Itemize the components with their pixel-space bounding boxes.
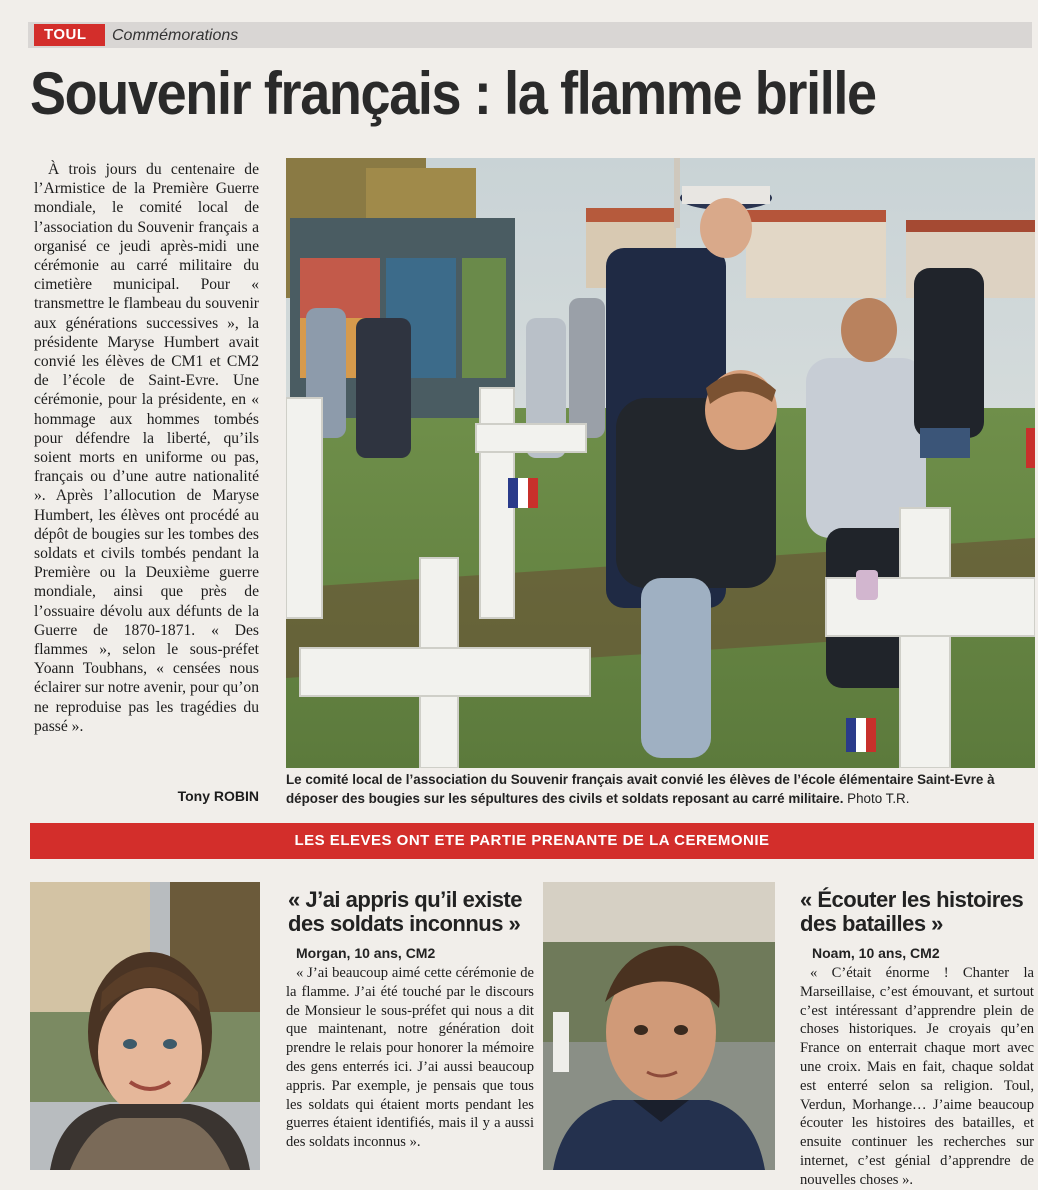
- author-byline: Tony ROBIN: [177, 788, 259, 804]
- portrait-morgan: [30, 882, 260, 1170]
- photo-caption: [286, 770, 1035, 808]
- quote-byline-morgan: Morgan, 10 ans, CM2: [296, 945, 436, 961]
- girl-portrait-illustration: [30, 882, 260, 1170]
- rubric-label: Commémorations: [112, 27, 239, 44]
- section-band: LES ELEVES ONT ETE PARTIE PRENANTE DE LA CEREMONIE: [30, 823, 1034, 859]
- quote-text-noam: [800, 964, 1034, 1190]
- section-tag-arrow: [88, 24, 100, 46]
- portrait-noam: [543, 882, 775, 1170]
- headline: Souvenir français : la flamme brille: [30, 60, 876, 127]
- quote-byline-noam: Noam, 10 ans, CM2: [812, 945, 940, 961]
- quote-title-noam: « Écouter les histoires des batailles »: [800, 887, 1024, 936]
- main-photo: [286, 158, 1035, 768]
- boy-portrait-illustration: [543, 882, 775, 1170]
- caption-text: Le comité local de l’association du Souvenir français avait convié les élèves de l’école élémentaire Saint-Evre à déposer des bougies sur les sépultures des civils et soldats reposant au carré militaire.: [286, 772, 995, 806]
- quote-title-morgan: « J’ai appris qu’il existe des soldats inconnus »: [288, 887, 522, 936]
- photo-credit: Photo T.R.: [847, 791, 910, 806]
- article-paragraph: À trois jours du centenaire de l’Armistice de la Première Guerre mondiale, le comité local de l’association du Souvenir français a organisé ce jeudi après-midi une cérémonie au carré militaire du cimetière municipal. Pour « transmettre le flambeau du souvenir aux générations successives », la présidente Maryse Humbert avait convié les élèves de CM1 et CM2 de l’école de Saint-Evre. Une cérémonie, pour la présidente, en « hommage aux hommes tombés pour défendre la liberté, qu’ils soient morts en uniforme ou pas, français ou d’une autre nationalité ». Après l’allocution de Maryse Humbert, les élèves ont procédé au dépôt de bougies sur les tombes des soldats et civils tombés pendant la Première ou la Deuxième guerre mondiale, ainsi que près de l’ossuaire dévolu aux défunts de la Guerre de 1870-1871. « Des flammes », selon le sous-préfet Yoann Toubhans, « censées nous éclairer sur notre avenir, pour qu’on ne reproduise pas les tragédies du passé ».: [34, 161, 259, 735]
- quote-text-morgan: [286, 964, 534, 1152]
- ceremony-photo-illustration: [286, 158, 1035, 768]
- quote-paragraph: « J’ai beaucoup aimé cette cérémonie de la flamme. J’ai été touché par le discours de Monsieur le sous-préfet qui nous a dit que maintenant, notre génération doit prendre le relais pour honorer la mémoire des gens enterrés ici. J’ai aussi beaucoup appris. Par exemple, je pensais que tous les soldats qui étaient morts pendant les guerres étaient identifiés, mais il y a aussi des soldats inconnus ».: [286, 965, 534, 1151]
- article-body: [34, 160, 259, 736]
- quote-paragraph: « C’était énorme ! Chanter la Marseillaise, c’est émouvant, et surtout c’est intéressant d’apprendre plein de choses historiques. Je croyais qu’en France on enterrait chaque mort avec une croix. Mais en fait, chaque soldat est enterré selon sa religion. Toul, Verdun, Morhange… J’aime beaucoup écouter les histoires des batailles, et ensuite continuer les recherches sur internet, c’est génial d’apprendre de nouvelles choses ».: [800, 965, 1034, 1188]
- section-tag: TOUL: [34, 24, 105, 46]
